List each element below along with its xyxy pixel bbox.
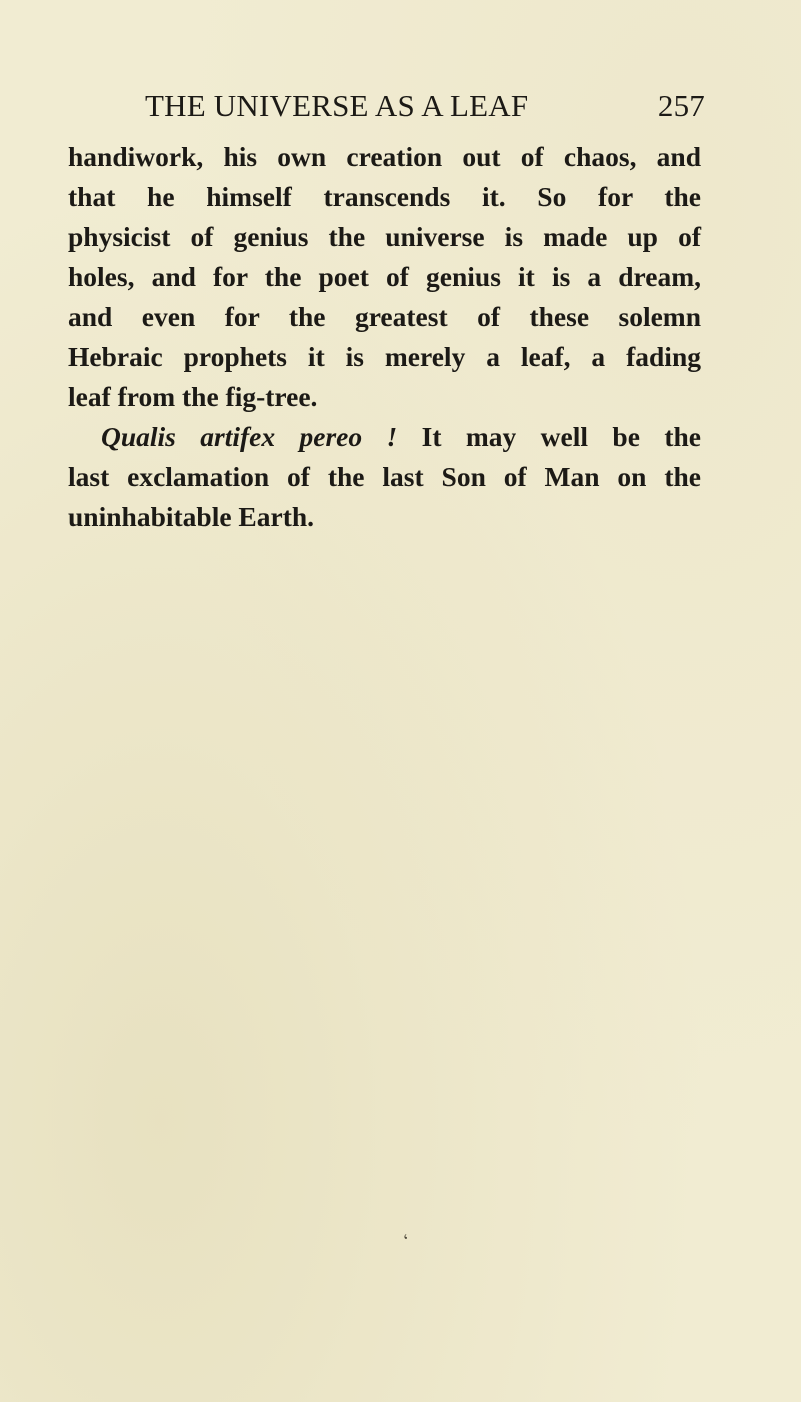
text-line: Hebraic prophets it is merely a leaf, a fading <box>68 341 701 372</box>
text-line-continuation: It may well be the <box>397 421 701 452</box>
text-line: and even for the greatest of these solemn <box>68 301 701 332</box>
text-line: last exclamation of the last Son of Man on the <box>68 461 701 492</box>
running-title: THE UNIVERSE AS A LEAF <box>145 88 529 123</box>
text-line: leaf from the fig-tree. <box>68 381 318 412</box>
page-number: 257 <box>657 88 705 123</box>
stray-ink-mark: ‘ <box>400 1229 414 1251</box>
running-head <box>145 88 705 128</box>
text-line: physicist of genius the universe is made up of <box>68 221 701 252</box>
body-text <box>68 137 701 537</box>
text-line: that he himself transcends it. So for the <box>68 181 701 212</box>
text-line: holes, and for the poet of genius it is a dream, <box>68 261 701 292</box>
text-line: uninhabitable Earth. <box>68 501 315 532</box>
text-line: handiwork, his own creation out of chaos, and <box>68 141 701 172</box>
latin-phrase: Qualis artifex pereo ! <box>101 421 398 452</box>
text-line <box>68 417 701 457</box>
